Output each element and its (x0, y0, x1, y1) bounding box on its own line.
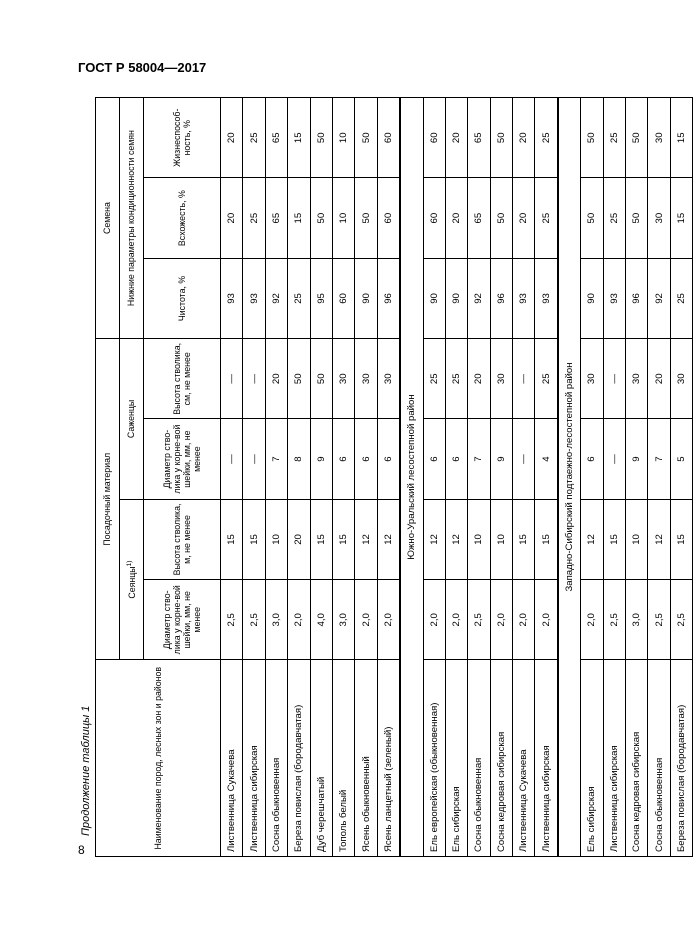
value-cell: 15 (670, 98, 692, 178)
species-name: Сосна обыкновенная (468, 660, 490, 857)
value-cell: 15 (535, 499, 558, 579)
table-row (265, 98, 287, 857)
region-title: Южно-Уральский лесостепной район (400, 98, 423, 857)
value-cell: 12 (581, 499, 603, 579)
value-cell: 90 (355, 258, 377, 338)
value-cell: 15 (513, 499, 535, 579)
value-cell: 60 (377, 98, 400, 178)
value-cell: 92 (648, 258, 670, 338)
value-cell: 2,0 (490, 580, 512, 660)
table-row (377, 98, 400, 857)
value-cell: 7 (648, 419, 670, 499)
value-cell: 50 (355, 98, 377, 178)
header-sapling-height: Высота стволика, см, не менее (144, 339, 221, 419)
value-cell: 50 (581, 178, 603, 258)
table-continuation-caption: Продолжение таблицы 1 (80, 705, 92, 836)
species-name: Ель сибирская (445, 660, 467, 857)
table-row (626, 98, 648, 857)
value-cell: 50 (581, 98, 603, 178)
value-cell: 10 (468, 499, 490, 579)
table-row (603, 98, 625, 857)
value-cell: 15 (288, 178, 310, 258)
value-cell: 12 (445, 499, 467, 579)
value-cell: 2,5 (603, 580, 625, 660)
value-cell: 25 (535, 339, 558, 419)
value-cell: 9 (310, 419, 332, 499)
header-germination: Всхожесть, % (144, 178, 221, 258)
table-row (310, 98, 332, 857)
value-cell: 25 (603, 178, 625, 258)
value-cell: 9 (490, 419, 512, 499)
value-cell: — (243, 419, 265, 499)
table-row (535, 98, 558, 857)
value-cell: 96 (626, 258, 648, 338)
table-row (670, 98, 692, 857)
value-cell: 50 (310, 98, 332, 178)
value-cell: 10 (626, 499, 648, 579)
header-planting-material: Посадочный материал (96, 339, 120, 660)
value-cell: — (513, 419, 535, 499)
value-cell: 6 (581, 419, 603, 499)
value-cell: 93 (243, 258, 265, 338)
value-cell: 2,5 (468, 580, 490, 660)
value-cell: 6 (445, 419, 467, 499)
header-sapling-diameter: Диаметр ство-лика у корне-вой шейки, мм, не менее (144, 419, 221, 499)
header-seed-params: Нижние параметры кондиционности семян (120, 98, 144, 339)
value-cell: 3,0 (626, 580, 648, 660)
species-name: Лиственница Сукачева (221, 660, 243, 857)
header-purity: Чистота, % (144, 258, 221, 338)
species-name: Лиственница Сукачева (513, 660, 535, 857)
value-cell: 2,0 (581, 580, 603, 660)
value-cell: 15 (288, 98, 310, 178)
table-row (581, 98, 603, 857)
value-cell: 30 (377, 339, 400, 419)
value-cell: 6 (355, 419, 377, 499)
value-cell: 65 (468, 178, 490, 258)
species-name: Лиственница сибирская (535, 660, 558, 857)
value-cell: 12 (423, 499, 445, 579)
value-cell: 7 (468, 419, 490, 499)
table-row (513, 98, 535, 857)
value-cell: 10 (332, 178, 354, 258)
species-name: Береза повислая (бородавчатая) (288, 660, 310, 857)
value-cell: 9 (626, 419, 648, 499)
table-row (332, 98, 354, 857)
value-cell: 2,0 (535, 580, 558, 660)
value-cell: 20 (221, 178, 243, 258)
header-saplings: Саженцы (120, 339, 144, 500)
value-cell: — (243, 339, 265, 419)
value-cell: 92 (468, 258, 490, 338)
value-cell: 4 (535, 419, 558, 499)
value-cell: 10 (490, 499, 512, 579)
value-cell: 4,0 (310, 580, 332, 660)
table-row (648, 98, 670, 857)
table-row (423, 98, 445, 857)
species-name: Ель сибирская (581, 660, 603, 857)
value-cell: 15 (310, 499, 332, 579)
value-cell: 50 (490, 178, 512, 258)
value-cell: 60 (377, 178, 400, 258)
value-cell: 65 (468, 98, 490, 178)
value-cell: 2,5 (243, 580, 265, 660)
value-cell: 8 (288, 419, 310, 499)
table-row (221, 98, 243, 857)
value-cell: 50 (355, 178, 377, 258)
value-cell: 20 (265, 339, 287, 419)
value-cell: 2,5 (670, 580, 692, 660)
value-cell: 30 (355, 339, 377, 419)
value-cell: 25 (535, 178, 558, 258)
species-name: Сосна обыкновенная (648, 660, 670, 857)
value-cell: 60 (423, 178, 445, 258)
document-header: ГОСТ Р 58004—2017 (78, 60, 207, 75)
species-name: Ясень обыкновенный (355, 660, 377, 857)
species-name: Тополь белый (332, 660, 354, 857)
value-cell: 20 (445, 178, 467, 258)
value-cell: 3,0 (265, 580, 287, 660)
rotated-table-container (95, 97, 687, 857)
table-row (445, 98, 467, 857)
header-seedling-diameter: Диаметр ство-лика у корне-вой шейки, мм, не менее (144, 580, 221, 660)
value-cell: 15 (670, 178, 692, 258)
header-name: Наименование пород, лесных зон и районов (96, 660, 221, 857)
value-cell: 10 (265, 499, 287, 579)
value-cell: 2,0 (355, 580, 377, 660)
value-cell: — (603, 419, 625, 499)
value-cell: — (603, 339, 625, 419)
value-cell: 50 (310, 178, 332, 258)
value-cell: 65 (265, 98, 287, 178)
value-cell: 15 (243, 499, 265, 579)
header-seedlings-footnote: 1) (125, 560, 133, 567)
value-cell: 90 (423, 258, 445, 338)
species-name: Сосна кедровая сибирская (490, 660, 512, 857)
value-cell: 50 (288, 339, 310, 419)
value-cell: 20 (513, 98, 535, 178)
table-row (288, 98, 310, 857)
value-cell: 2,5 (648, 580, 670, 660)
region-row (558, 98, 581, 857)
value-cell: 93 (603, 258, 625, 338)
value-cell: 30 (670, 339, 692, 419)
seedling-standards-table (95, 97, 693, 857)
value-cell: 20 (648, 339, 670, 419)
species-name: Лиственница сибирская (603, 660, 625, 857)
value-cell: 50 (626, 98, 648, 178)
value-cell: 60 (423, 98, 445, 178)
value-cell: 25 (445, 339, 467, 419)
value-cell: 25 (423, 339, 445, 419)
region-row (400, 98, 423, 857)
value-cell: 6 (423, 419, 445, 499)
value-cell: 95 (310, 258, 332, 338)
value-cell: — (221, 339, 243, 419)
value-cell: 15 (332, 499, 354, 579)
value-cell: — (513, 339, 535, 419)
value-cell: 20 (513, 178, 535, 258)
species-name: Береза повислая (бородавчатая) (670, 660, 692, 857)
species-name: Сосна кедровая сибирская (626, 660, 648, 857)
value-cell: 65 (265, 178, 287, 258)
value-cell: 93 (221, 258, 243, 338)
value-cell: 30 (648, 178, 670, 258)
value-cell: — (221, 419, 243, 499)
value-cell: 12 (355, 499, 377, 579)
value-cell: 5 (670, 419, 692, 499)
value-cell: 20 (288, 499, 310, 579)
species-name: Дуб черешчатый (310, 660, 332, 857)
value-cell: 50 (490, 98, 512, 178)
value-cell: 30 (332, 339, 354, 419)
value-cell: 7 (265, 419, 287, 499)
table-row (490, 98, 512, 857)
value-cell: 15 (221, 499, 243, 579)
header-seedling-height: Высота стволика, м, не менее (144, 499, 221, 579)
value-cell: 25 (288, 258, 310, 338)
value-cell: 20 (468, 339, 490, 419)
value-cell: 2,0 (377, 580, 400, 660)
value-cell: 12 (648, 499, 670, 579)
value-cell: 25 (670, 258, 692, 338)
value-cell: 30 (648, 98, 670, 178)
species-name: Лиственница сибирская (243, 660, 265, 857)
value-cell: 2,0 (423, 580, 445, 660)
value-cell: 96 (490, 258, 512, 338)
value-cell: 92 (265, 258, 287, 338)
value-cell: 3,0 (332, 580, 354, 660)
species-name: Сосна обыкновенная (265, 660, 287, 857)
value-cell: 90 (581, 258, 603, 338)
value-cell: 15 (670, 499, 692, 579)
value-cell: 2,0 (513, 580, 535, 660)
header-seeds: Семена (96, 98, 120, 339)
page-number: 8 (78, 843, 85, 857)
header-seedlings-label: Сеянцы (126, 566, 137, 599)
value-cell: 10 (332, 98, 354, 178)
value-cell: 50 (626, 178, 648, 258)
value-cell: 6 (332, 419, 354, 499)
value-cell: 25 (603, 98, 625, 178)
region-title: Западно-Сибирский подтаежно-лесостепной район (558, 98, 581, 857)
header-seedlings (120, 499, 144, 660)
value-cell: 25 (243, 98, 265, 178)
species-name: Ясень ланцетный (зеленый) (377, 660, 400, 857)
header-viability: Жизнеспособ-ность, % (144, 98, 221, 178)
value-cell: 93 (513, 258, 535, 338)
value-cell: 6 (377, 419, 400, 499)
table-row (243, 98, 265, 857)
value-cell: 30 (490, 339, 512, 419)
value-cell: 20 (221, 98, 243, 178)
value-cell: 2,0 (445, 580, 467, 660)
value-cell: 25 (535, 98, 558, 178)
value-cell: 2,0 (288, 580, 310, 660)
value-cell: 50 (310, 339, 332, 419)
value-cell: 60 (332, 258, 354, 338)
table-row (355, 98, 377, 857)
value-cell: 25 (243, 178, 265, 258)
value-cell: 96 (377, 258, 400, 338)
value-cell: 12 (377, 499, 400, 579)
species-name: Ель европейская (обыкновенная) (423, 660, 445, 857)
table-body (221, 98, 693, 857)
value-cell: 2,5 (221, 580, 243, 660)
value-cell: 20 (445, 98, 467, 178)
value-cell: 30 (626, 339, 648, 419)
value-cell: 90 (445, 258, 467, 338)
table-row (468, 98, 490, 857)
value-cell: 93 (535, 258, 558, 338)
value-cell: 30 (581, 339, 603, 419)
value-cell: 15 (603, 499, 625, 579)
